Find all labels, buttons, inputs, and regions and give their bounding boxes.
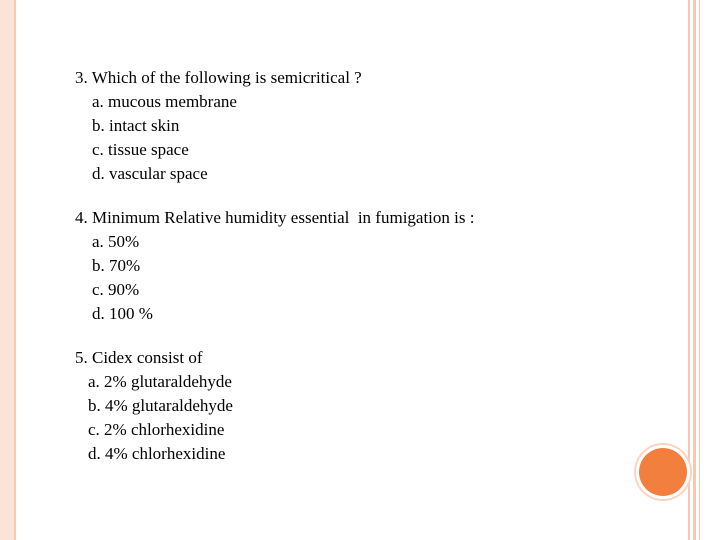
option-b: b. intact skin <box>92 116 180 135</box>
right-border-line-2 <box>693 0 696 540</box>
question-stem: 3. Which of the following is semicritical ? <box>75 68 362 87</box>
question-3 <box>75 66 635 186</box>
option-d: d. 100 % <box>92 304 153 323</box>
option-d: d. 4% chlorhexidine <box>88 444 226 463</box>
question-4 <box>75 206 635 326</box>
option-c: c. 2% chlorhexidine <box>88 420 225 439</box>
slide-content <box>75 66 635 486</box>
option-c: c. 90% <box>92 280 140 299</box>
option-b: b. 4% glutaraldehyde <box>88 396 233 415</box>
right-border-line-3 <box>699 0 700 540</box>
option-c: c. tissue space <box>92 140 189 159</box>
option-b: b. 70% <box>92 256 141 275</box>
option-a: a. 50% <box>92 232 140 251</box>
right-border-line-1 <box>688 0 690 540</box>
option-a: a. mucous membrane <box>92 92 237 111</box>
option-a: a. 2% glutaraldehyde <box>88 372 232 391</box>
accent-circle <box>639 448 687 496</box>
question-stem: 5. Cidex consist of <box>75 348 203 367</box>
option-d: d. vascular space <box>92 164 208 183</box>
left-border-band <box>0 0 14 540</box>
question-5 <box>75 346 635 466</box>
left-border-line <box>14 0 16 540</box>
question-stem: 4. Minimum Relative humidity essential in fumigation is : <box>75 208 475 227</box>
